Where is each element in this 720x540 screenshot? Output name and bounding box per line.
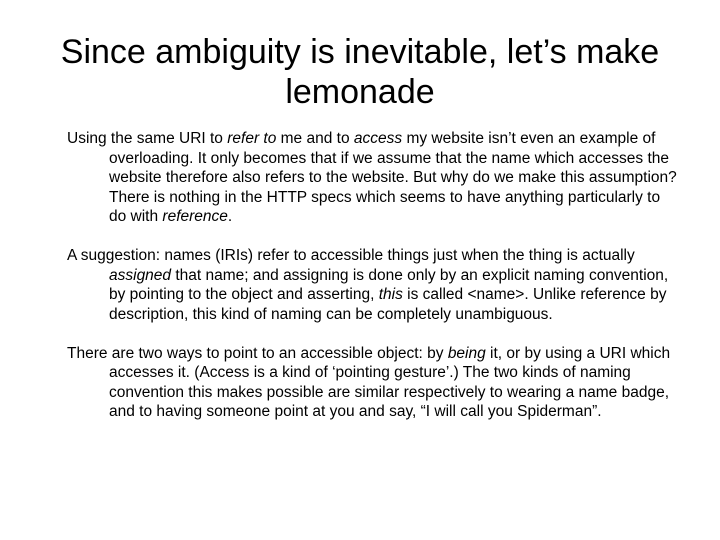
text-segment: is called <name>. Unlike reference by description, this kind of naming can be completely unambiguous. <box>109 286 667 323</box>
text-segment-italic: access <box>353 130 403 147</box>
slide-title: Since ambiguity is inevitable, let’s make lemonade <box>60 33 660 111</box>
text-segment-italic: refer to <box>227 130 277 147</box>
body-paragraph <box>67 246 677 324</box>
text-segment: Using the same URI to <box>67 130 228 147</box>
text-segment: my website isn’t even an example of overloading. It only becomes that if we assume that the name which accesses the website therefore also refers to the website. But why do we make this assumption? There is nothing in the HTTP specs which seems to have anything particularly to do with <box>109 130 677 225</box>
text-segment: A suggestion: names (IRIs) refer to accessible things just when the thing is actually <box>67 247 635 264</box>
text-segment: me and to <box>276 130 354 147</box>
text-segment-italic: this <box>378 286 403 303</box>
body-paragraph <box>67 344 677 422</box>
slide-body <box>67 129 677 422</box>
text-segment-italic: assigned <box>109 266 172 284</box>
body-paragraph <box>67 129 677 227</box>
text-segment: that name; and assigning is done only by an explicit naming convention, by pointing to the object and asserting, <box>109 266 669 303</box>
text-segment: There are two ways to point to an accessible object: by <box>67 344 448 362</box>
text-segment: it, or by using a URI which accesses it. (Access is a kind of ‘pointing gesture’.) The two kinds of naming convention this makes possible are similar respectively to wearing a name badge, and to having someone point at you and say, “I will call you Spiderman”. <box>109 344 671 420</box>
text-segment-italic: being <box>447 344 486 362</box>
text-segment-italic: reference <box>162 208 228 225</box>
text-segment: . <box>227 208 233 225</box>
